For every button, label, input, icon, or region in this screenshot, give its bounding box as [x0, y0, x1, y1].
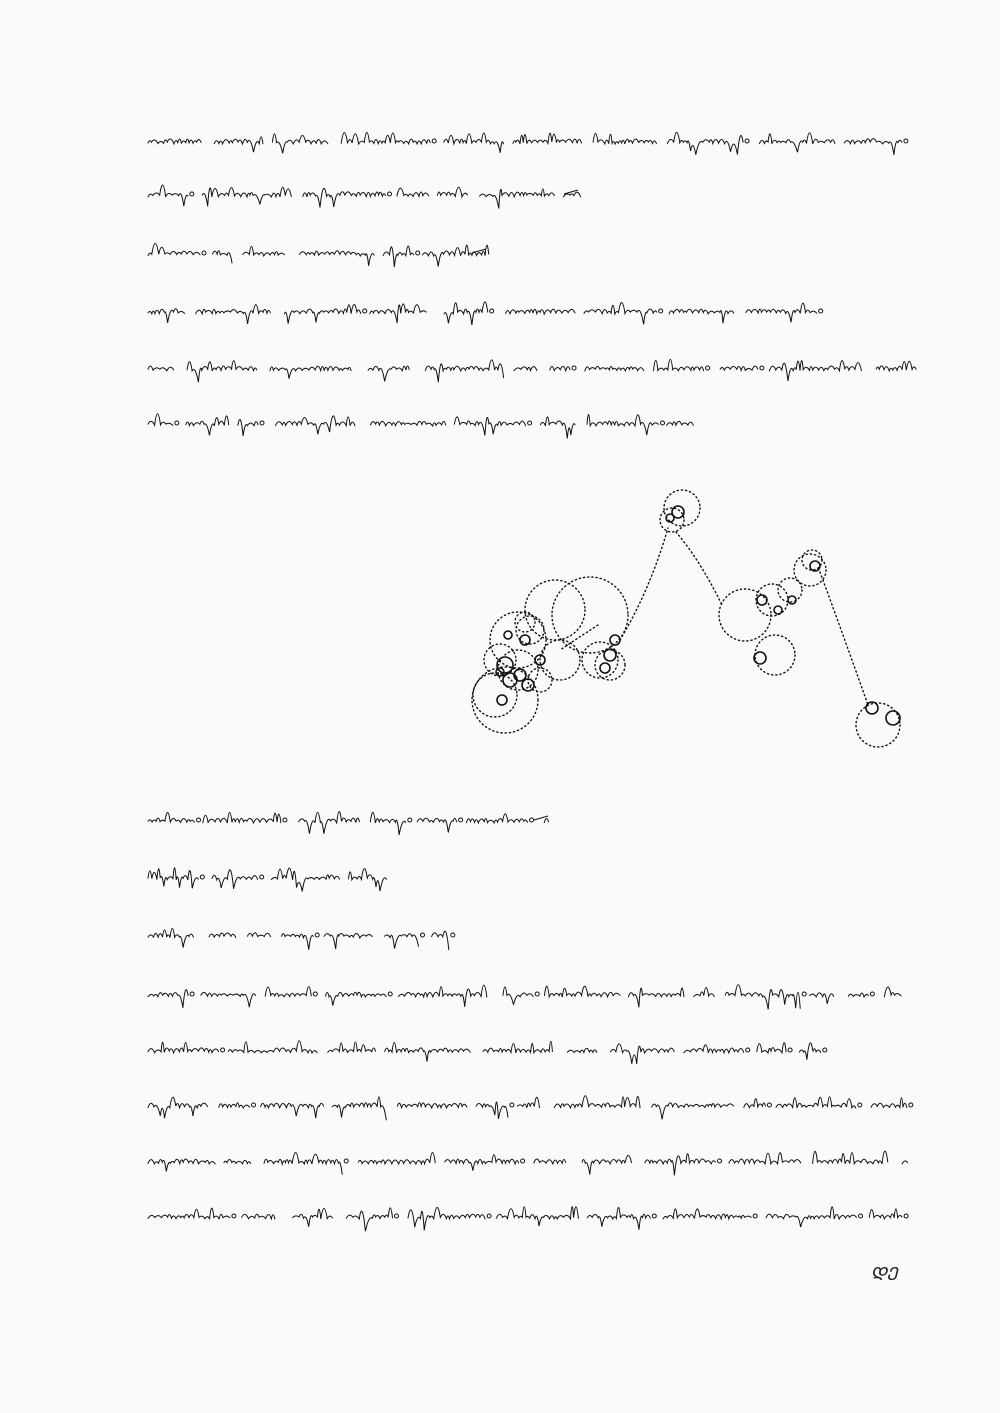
- dotted-loop: [552, 577, 628, 653]
- connecting-stroke: [820, 572, 868, 705]
- dotted-loop: [473, 673, 517, 717]
- dotted-loop: [525, 580, 585, 640]
- dotted-loop: [755, 635, 795, 675]
- connecting-stroke: [560, 625, 598, 650]
- loop-knot: [774, 606, 782, 614]
- loop-knot: [522, 679, 534, 691]
- connecting-stroke: [676, 532, 722, 605]
- loop-knot: [604, 649, 616, 661]
- loop-knot: [504, 631, 512, 639]
- dotted-loop: [540, 640, 580, 680]
- loop-knot: [497, 657, 513, 673]
- loop-knot: [503, 673, 517, 687]
- dotted-loop: [719, 589, 771, 641]
- loop-knot: [497, 695, 507, 705]
- page-number: ᲓᲔ: [870, 1264, 898, 1285]
- loop-knot: [600, 663, 610, 673]
- loop-knot: [788, 596, 796, 604]
- dotted-loop: [802, 550, 822, 570]
- loop-knot: [610, 635, 620, 645]
- loop-knot: [886, 711, 900, 725]
- loop-knot: [757, 595, 767, 605]
